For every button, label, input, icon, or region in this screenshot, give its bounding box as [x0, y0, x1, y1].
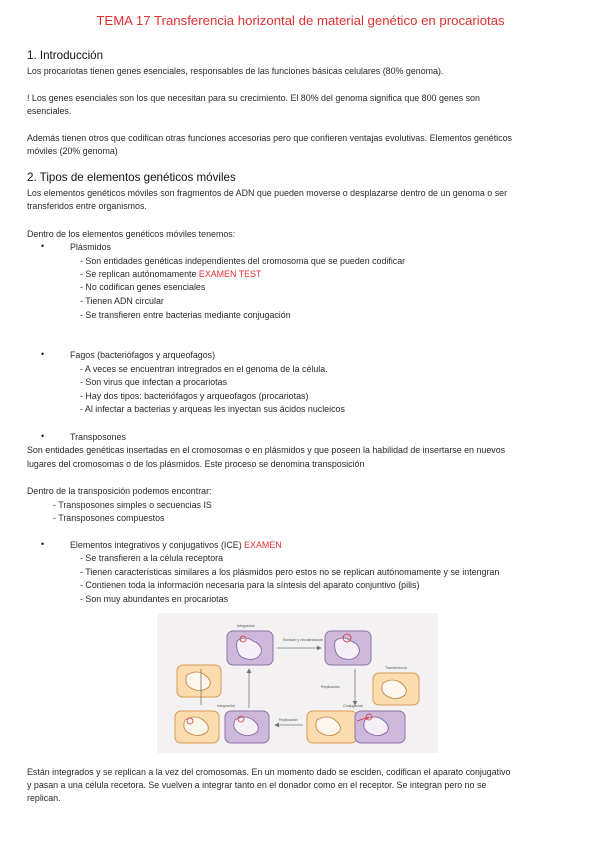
- fagos-item: - Son virus que infectan a procariotas: [80, 377, 228, 387]
- bottom-left-cell-a: [175, 711, 219, 743]
- fagos-item: - Al infectar a bacterias y arqueas les inyectan sus ácidos nucleicos: [80, 404, 345, 414]
- donor-cell: [227, 631, 273, 665]
- section-2-heading: 2. Tipos de elementos genéticos móviles: [27, 171, 236, 184]
- bullet-ice: •: [41, 539, 45, 549]
- transposones-paragraph-line-1: Son entidades genéticas insertadas en el cromosomas o en plásmidos y que poseen la habilidad de insertarse en nuevos: [27, 445, 506, 455]
- document-title: TEMA 17 Transferencia horizontal de material genético en procariotas: [96, 13, 505, 28]
- transposones-paragraph-line-2: lugares del cromosomas o de los plásmidos. Este proceso se denomina transposición: [27, 459, 365, 469]
- closing-paragraph-line-1: Están integrados y se replican a la vez del cromosomas. En un momento dado se esciden, codifican el aparato conjugativo: [27, 767, 511, 777]
- ice-item: - Tienen características similares a los plásmidos pero estos no se replican autónomamente y se intengran: [80, 567, 500, 577]
- ice-label: [70, 539, 282, 552]
- intro-paragraph-3-line-1: Además tienen otros que codifican otras funciones accesorias pero que confieren ventajas evolutivas. Elementos genéticos: [27, 133, 512, 143]
- section-2-paragraph-line-1: Los elementos genéticos móviles son fragmentos de ADN que pueden moverse o desplazarse dentro de un genoma o ser: [27, 188, 508, 198]
- plasmidos-item: - Se transfieren entre bacterias mediante conjugación: [80, 310, 291, 320]
- ice-item: - Son muy abundantes en procariotas: [80, 594, 229, 604]
- plasmidos-item: - Tienen ADN circular: [80, 296, 164, 306]
- figure-label: Integración: [217, 704, 235, 708]
- plasmidos-label: Plásmidos: [70, 242, 111, 252]
- fagos-item: - Hay dos tipos: bacteriófagos y arqueofagos (procariotas): [80, 391, 309, 401]
- section-2-paragraph-line-2: transferidos entre organismos.: [27, 201, 147, 211]
- figure-label: Integración: [237, 624, 255, 628]
- ice-item: - Se transfieren a la célula receptora: [80, 553, 224, 563]
- section-1-heading: 1. Introducción: [27, 49, 104, 62]
- intro-paragraph-2-line-2: esenciales.: [27, 106, 72, 116]
- plasmidos-item: [80, 268, 261, 281]
- fagos-label: Fagos (bacteriófagos y arqueofagos): [70, 350, 216, 360]
- conjugating-cells: [307, 711, 405, 743]
- plasmidos-item-text: - Se replican autónomamente: [80, 269, 197, 279]
- figure-label: Transferencia: [385, 666, 407, 670]
- closing-paragraph-line-3: replican.: [27, 793, 61, 803]
- exam-test-tag: EXAMEN TEST: [198, 269, 262, 279]
- transposon-type: - Transposones compuestos: [53, 513, 165, 523]
- recipient-cell-top: [373, 673, 419, 705]
- closing-paragraph-line-2: y pasan a una célula recetora. Se vuelven a integrar tanto en el donador como en el receptor. Se integran pero no se: [27, 780, 487, 790]
- mobile-elements-intro: Dentro de los elementos genéticos móviles tenemos:: [27, 229, 236, 239]
- plasmidos-item: - Son entidades genéticas independientes del cromosoma que se pueden codificar: [80, 256, 406, 266]
- transposon-type: - Transposones simples o secuencias IS: [53, 500, 212, 510]
- plasmidos-item: - No codifican genes esenciales: [80, 282, 206, 292]
- left-cell: [177, 665, 221, 697]
- ice-item: - Contienen toda la información necesaria para la síntesis del aparato conjuntivo (pilis): [80, 580, 420, 590]
- figure-label: Conjugación: [343, 704, 363, 708]
- intro-paragraph-3-line-2: móviles (20% genoma): [27, 146, 118, 156]
- intro-paragraph-1: Los procariotas tienen genes esenciales, responsables de las funciones básicas celulares (80% genoma).: [27, 66, 444, 76]
- bullet-plasmidos: •: [41, 241, 45, 251]
- figure-label: Replicación: [279, 718, 298, 722]
- figure-label: Escisión y circularización: [283, 638, 323, 642]
- excised-cell: [325, 631, 371, 665]
- bullet-fagos: •: [41, 349, 45, 359]
- ice-lifecycle-figure: [157, 613, 438, 753]
- figure-label: Replicación: [321, 685, 340, 689]
- intro-paragraph-2-line-1: ! Los genes esenciales son los que necesitan para su crecimiento. El 80% del genoma significa que 800 genes son: [27, 93, 480, 103]
- fagos-item: - A veces se encuentran intregrados en el genoma de la célula.: [80, 364, 328, 374]
- bullet-transposones: •: [41, 431, 45, 441]
- bottom-left-cell-b: [225, 711, 269, 743]
- transposition-intro: Dentro de la transposición podemos encontrar:: [27, 486, 212, 496]
- transposones-label: Transposones: [70, 432, 126, 442]
- ice-label-text: Elementos integrativos y conjugativos (ICE): [70, 540, 242, 550]
- exam-tag: EXAMEN: [244, 540, 282, 550]
